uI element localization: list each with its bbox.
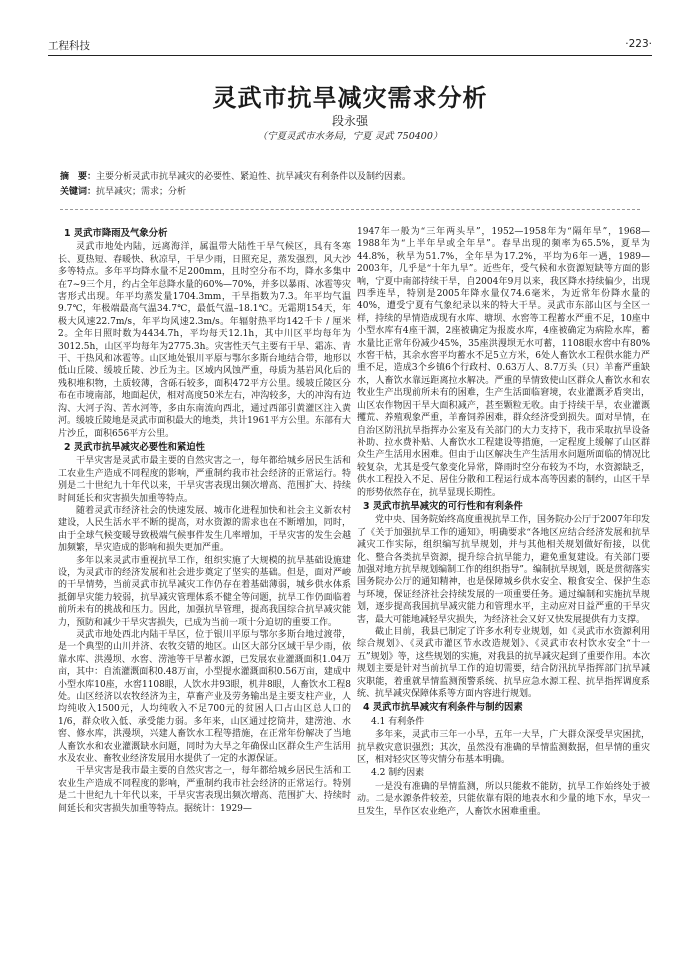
- affiliation: （宁夏灵武市水务局，宁夏 灵武 750400）: [257, 131, 443, 142]
- abstract-text: 主要分析灵武市抗旱减灾的必要性、紧迫性、抗旱减灾有利条件以及制约因素。: [96, 172, 412, 182]
- page-number: ·223·: [625, 38, 652, 50]
- paragraph: 多年以来灵武市重视抗旱工作，组织实施了大规模的抗旱基础设施建设，为灵武市的经济发展和社会进步奠定了坚实的基础。但是，面对严峻的干旱情势，当前灵武市抗旱减灾工作仍存在着基础薄弱，城乡供水体系抵御旱灾能力较弱，抗旱减灾管理体系不健全等问题，抗旱工作仍面临着前所未有的挑战和压力。因此，加强抗旱管理，提高我国综合抗旱减灾能力，预防和减少干旱灾害损失，已成为当前一项十分迫切的重要工作。: [58, 555, 351, 628]
- paragraph: 干旱灾害是灵武市最主要的自然灾害之一，每年都给城乡居民生活和工农业生产造成不同程度的影响，严重制约我市社会经济的正常运行。特别是二十世纪九十年代以来，干旱灾害表现出频次增高、范围扩大、持续时间延长和灾害损失加重等特点。: [58, 456, 351, 504]
- paragraph: 截止目前，我县已制定了许多水利专业规划，如《灵武市水资源利用综合规划》、《灵武市灌区节水改造规划》、《灵武市农村饮水安全“十一五”规划》等，这些规划的实施，对我县的抗旱减灾起到了重要作用。本次规划主要是针对当前抗旱工作的迫切需要，结合防汛抗旱指挥部门抗旱减灾职能，着重就旱情监测预警系统、抗旱应急水源工程、抗旱指挥调度系统、抗旱减灾保障体系等方面内容进行规划。: [357, 627, 650, 700]
- paragraph: 多年来，灵武市三年一小旱，五年一大旱，广大群众深受旱灾困扰，抗旱救灾意识强烈；其次，虽然没有准确的旱情监测数据，但旱情的重灾区，相对轻灾区等灾情分布基本明确。: [357, 730, 650, 766]
- abstract-divider: [60, 209, 640, 210]
- paragraph: 灵武市地处内陆，远离海洋，属温带大陆性干旱气候区，具有冬寒长、夏热短、春暖快、秋凉早，干旱少雨，日照充足，蒸发强烈，风大沙多等特点。多年平均降水量不足200mm，且时空分布不均，降水多集中在7~9三个月，约占全年总降水量的60%—70%，并多以暴雨、冰雹等灾害形式出现。年平均蒸发量1704.3mm，干旱指数为7.3。年平均气温9.7℃，年极端最高气温34.7℃，最低气温–18.1℃。无霜期154天，年极大风速22.7m/s，年平均风速2.3m/s。年辐射热平均142千卡 / 厘米 2。全年日照时数为4434.7h，平均每天12.1h，其中川区平均每年为3012.5h，山区平均每年为2775.3h。灾害性天气主要有干旱、霜冻、青干、干热风和冰雹等。山区地处银川平原与鄂尔多斯台地结合带，地形以低山丘陵、缓坡丘陵、沙丘为主。区域内风蚀严重，母质为基岩风化后的残积堆积物，土质较薄，含砾石较多，面积472平方公里。缓坡丘陵区分布在市境南部，地面起伏，相对高度50米左右，冲沟较多，大的冲沟有边沟、大河子沟、苦水河等，多由东南流向西北，通过西部引黄灌区注入黄河。缓坡丘陵地是灵武市面积最大的地类，共计1961平方公里。东部有大片沙丘，面积656平方公里。: [58, 242, 352, 439]
- header-rule: [48, 55, 652, 56]
- subsection-heading: 4.1 有利条件: [371, 716, 425, 727]
- section-heading: 4 灵武市抗旱减灾有利条件与制约因素: [363, 702, 523, 714]
- paragraph: 1947年一般为“三年两头旱”，1952—1958年为“隔年旱”，1968—1988年为“上半年旱或全年旱”。春旱出现的频率为65.5%，夏旱为44.8%，秋旱为51.7%，全年旱为17.2%，平均为6年一遇，1989—2003年，几乎是“十年九旱”。近些年，受气候和水资源短缺等方面的影响，宁夏中南部持续干旱，自2004年9月以来，我区降水持续偏少，出现四季连旱，特别是2005年降水量仅74.6毫米，为近常年份降水量的40%，遭受宁夏有气象纪录以来的特大干旱。灵武市东部山区与全区一样，持续的旱情造成现有水库、塘坝、水窖等工程蓄水严重不足，10座中小型水库有4座干涸，2座被确定为报废水库，4座被确定为病险水库，蓄水量比正常年份减少45%，35座洪漫坝无水可蓄，1108眼水窖中有80%水窖干枯，其余水窖平均蓄水不足5立方米，6处人畜饮水工程供水能力严重不足，造成3个乡镇6个行政村、0.63万人、8.7万头（只）羊畜严重缺水，人畜饮水靠远距离拉水解决。严重的旱情致使山区群众人畜饮水和农牧业生产出现前所未有的困难，生产生活面临窘境，农业灌溉矛盾突出，山区农作物因干旱大面积减产，甚至颗粒无收。由于持续干旱，农业灌溉攫荒、养殖观象严重，羊畜饲养困难，群众经济受到损失。面对旱情，在自治区防汛抗旱指挥办公室及有关部门的大力支持下，我市采取抗旱设备补助、拉水费补贴、人畜饮水工程建设等措施，一定程度上缓解了山区群众生产生活用水困难。但由于山区解决生产生活用水问题所面临的情况比较复杂，尤其是受气象变化异常，降雨时空分布较为不均，水资源缺乏，供水工程投入不足、居住分散和工程运行成本高等因素的制约，山区干旱的形势依然存在，抗旱显现长期性。: [357, 227, 650, 498]
- right-column: [357, 226, 650, 818]
- subsection-heading: 4.2 制约因素: [371, 768, 425, 779]
- left-column: [58, 226, 351, 815]
- author: 段永强: [331, 114, 368, 128]
- section-heading: 1 灵武市降雨及气象分析: [64, 228, 168, 239]
- paragraph: 干旱灾害是我市最主要的自然灾害之一，每年都给城乡居民生活和工农业生产造成不同程度的影响，严重制约我市社会经济的正常运行。特别是二十世纪九十年代以来，干旱灾害表现出频次增高、范围扩大、持续时间延长和灾害损失加重等特点。据统计：1929—: [58, 766, 351, 814]
- keywords-label: 关键词：: [60, 187, 97, 197]
- paragraph: 随着灵武市经济社会的快速发展、城市化进程加快和社会主义新农村建设，人民生活水平不断的提高，对水资源的需求也在不断增加，同时，由于全球气候变暖导致极端气候事件发生几率增加，干旱灾害的发生会越加频繁，旱灾造成的影响和损失更加严重。: [58, 505, 351, 554]
- paragraph: 党中央、国务院始终高度重视抗旱工作，国务院办公厅于2007年印发了《关于加强抗旱工作的通知》，明确要求“各地区应结合经济发展和抗旱减灾工作实际，组织编写抗旱规划，并与其他相关规划做好衔接，以优化、整合各类抗旱资源，提升综合抗旱能力，避免重复建设。有关部门要加强对地方抗旱规划编制工作的组织指导”。编制抗旱规划，既是贯彻落实国务院办公厅的通知精神，也是保障城乡供水安全、粮食安全、保护生态与环境，保证经济社会持续发展的一项重要任务。通过编制和实施抗旱规划，逐步提高我国抗旱减灾能力和管理水平，主动应对日益严重的干旱灾害，最大可能地减轻旱灾损失，为经济社会又好又快发展提供有力支撑。: [357, 515, 650, 625]
- keywords: [60, 185, 640, 200]
- journal-name: 工程科技: [48, 40, 90, 52]
- article-title: 灵武市抗旱减灾需求分析: [212, 84, 488, 112]
- section-heading: 2 灵武市抗旱减灾必要性和紧迫性: [64, 441, 206, 453]
- running-header: [48, 38, 652, 54]
- section-heading: 3 灵武市抗旱减灾的可行性和有利条件: [363, 500, 523, 512]
- abstract-block: [60, 170, 640, 200]
- keywords-text: 抗旱减灾；需求；分析: [96, 187, 187, 197]
- abstract-label: 摘 要：: [60, 172, 97, 182]
- paragraph: 一是没有准确的旱情监测，所以只能救不能防，抗旱工作始终处于被动。二是水源条件较差，只能依靠有限的地表水和少量的地下水，旱灾一旦发生，旱作区农业绝产，人畜饮水困难重重。: [357, 781, 650, 817]
- paragraph: 灵武市地处西北内陆干旱区，位于银川平原与鄂尔多斯台地过渡带，是一个典型的山川并济、农牧交错的地区。山区大部分区域干旱少雨，依靠水库、洪漫坝、水窖、涝池等干旱蓄水源，已发展农业灌溉面积1.04万亩，其中：自流灌溉面积0.48万亩，小型提水灌溉面积0.56万亩，建成中小型水库10座，水窖1108眼，人饮水井93眼，机井8眼，人畜饮水工程8处。山区经济以农牧经济为主，草畜产业及劳务输出是主要支柱产业，人均纯收入1500元，人均纯收入不足700元的贫困人口占山区总人口的1/6，群众收入低、承受能力弱。多年来，山区通过挖筒井，建涝池、水窖、修水库，洪漫坝，兴建人畜饮水工程等措施，在正常年份解决了当地人畜饮水和农业灌溉缺水问题，同时为大旱之年确保山区群众生产生活用水及农业、畜牧业经济发展用水提供了一定的水源保证。: [58, 630, 351, 765]
- abstract: [60, 170, 640, 185]
